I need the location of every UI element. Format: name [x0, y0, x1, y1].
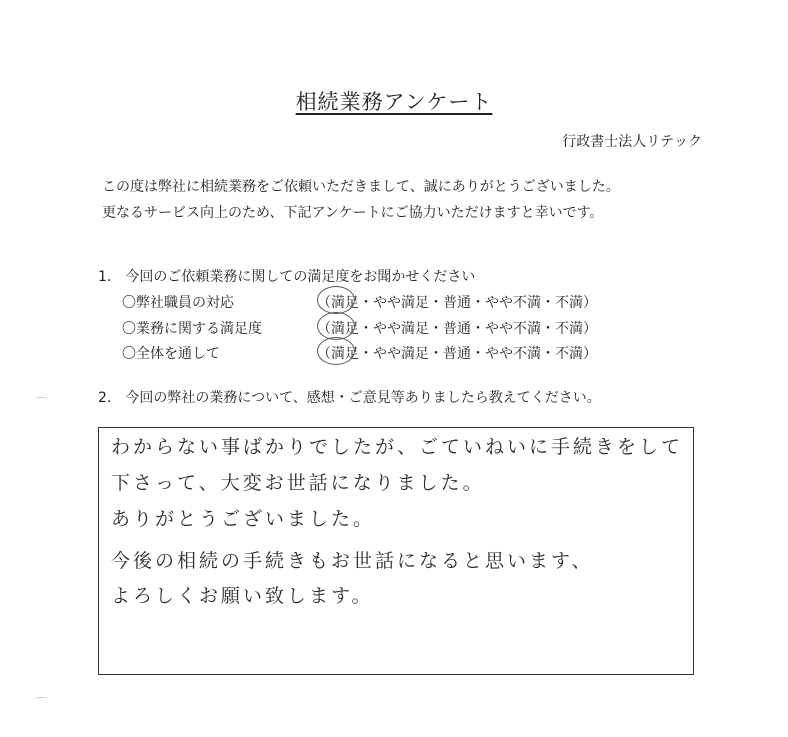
page-title	[0, 86, 788, 116]
handwritten-line-3: ありがとうございました。	[111, 508, 376, 530]
rating-item-label: 〇業務に関する満足度	[122, 321, 262, 337]
handwritten-line-4: 今後の相続の手続きもお世話になると思います、	[111, 550, 594, 572]
rating-item-label: 〇全体を通して	[122, 346, 220, 362]
intro-text	[102, 174, 620, 226]
question-1-text: 1. 今回のご依頼業務に関しての満足度をお聞かせください	[98, 269, 476, 285]
rating-item-label: 〇弊社職員の対応	[122, 295, 234, 311]
punch-mark-top	[34, 397, 48, 401]
page-title-text: 相続業務アンケート	[295, 90, 493, 114]
organization-name: 行政書士法人リテック	[562, 134, 702, 150]
rating-options: （満足・やや満足・普通・やや不満・不満）	[317, 346, 597, 362]
selected-circle-mark	[317, 286, 355, 314]
question-2-text: 2. 今回の弊社の業務について、感想・ご意見等ありましたら教えてください。	[98, 390, 601, 406]
rating-options: （満足・やや満足・普通・やや不満・不満）	[317, 295, 597, 311]
intro-line-1: この度は弊社に相続業務をご依頼いただきまして、誠にありがとうございました。	[102, 179, 620, 195]
handwritten-line-1: わからない事ばかりでしたが、ごていねいに手続きをして	[111, 436, 684, 458]
answer-box	[98, 427, 694, 675]
intro-line-2: 更なるサービス向上のため、下記アンケートにご協力いただけますと幸いです。	[102, 205, 604, 221]
handwritten-line-5: よろしくお願い致します。	[111, 585, 374, 607]
punch-mark-bottom	[34, 697, 48, 701]
selected-circle-mark	[317, 337, 355, 365]
rating-options: （満足・やや満足・普通・やや不満・不満）	[317, 321, 597, 337]
selected-circle-mark	[317, 312, 355, 340]
handwritten-line-2: 下さって、大変お世話になりました。	[111, 472, 485, 494]
